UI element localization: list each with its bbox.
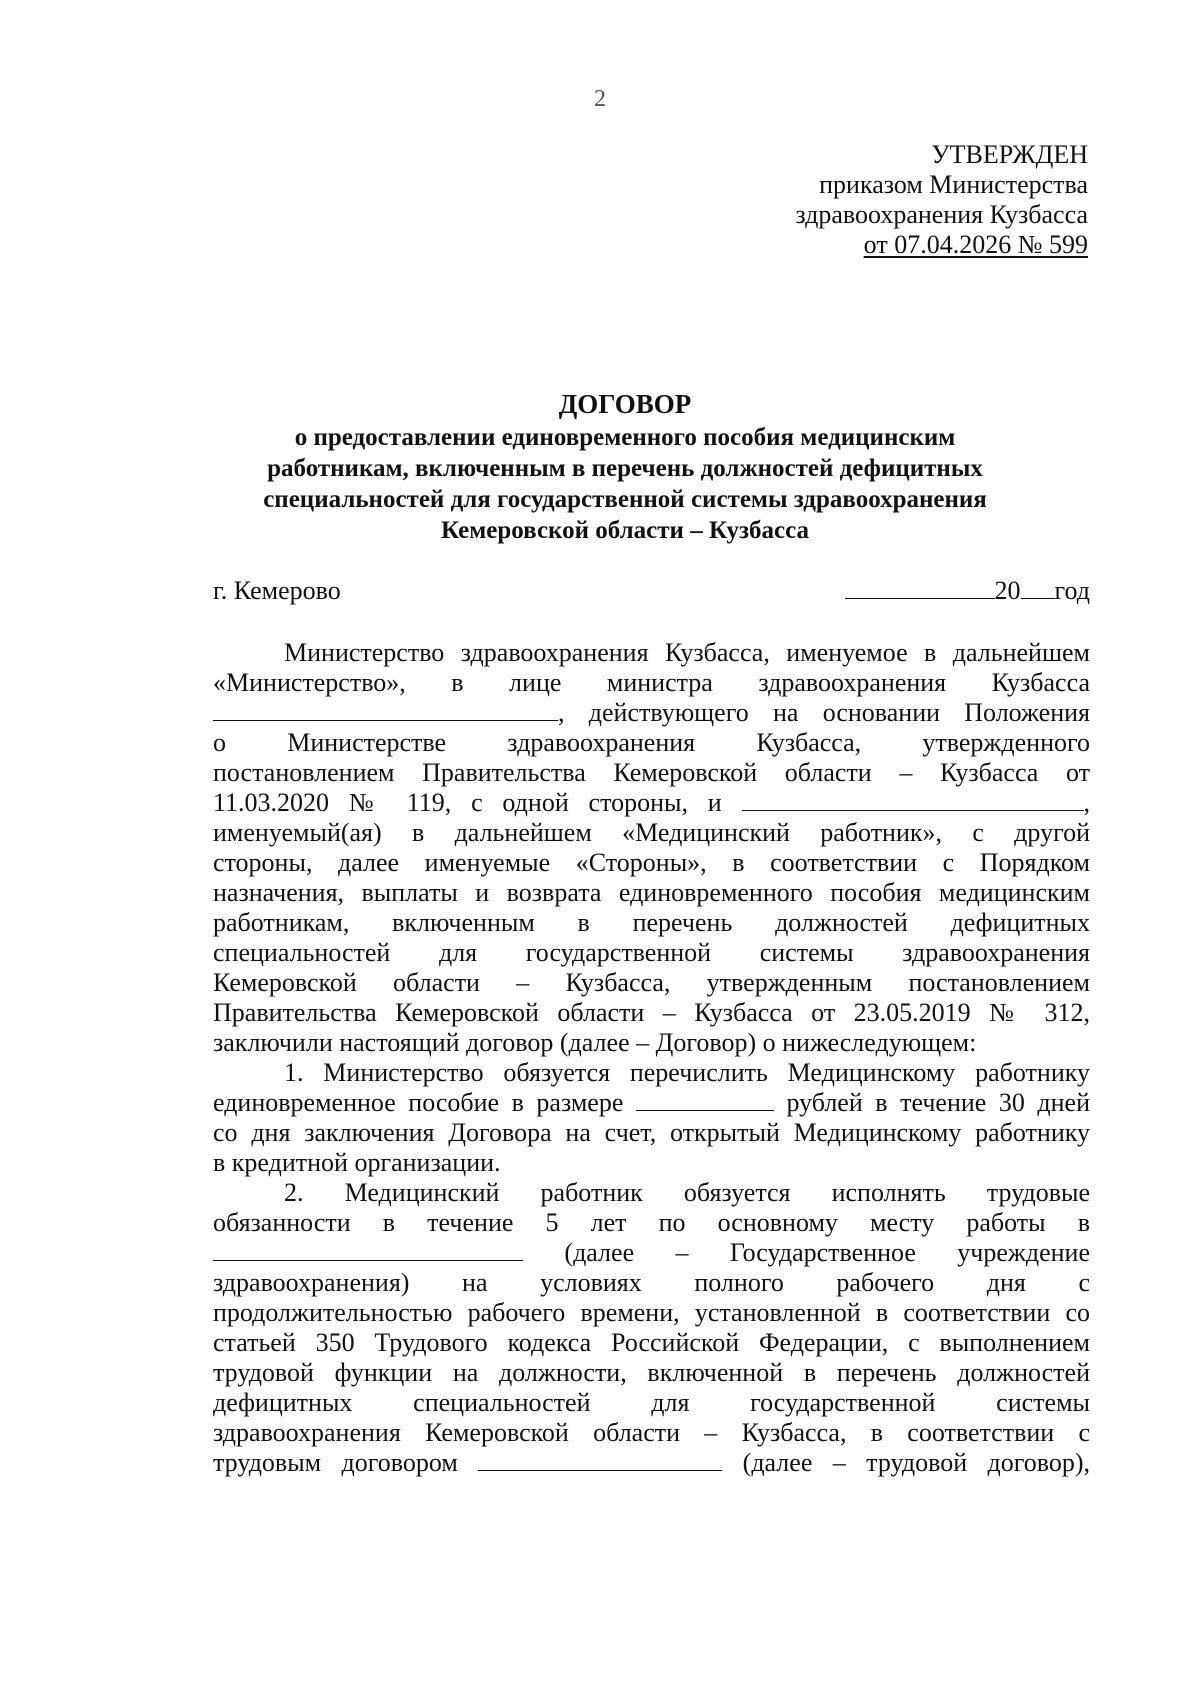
body-line: «Министерство», в лице министра здравоохранения Кузбасса (213, 668, 1090, 697)
date-year-suffix: год (1054, 576, 1090, 605)
title-main: ДОГОВОР (558, 389, 692, 419)
date-blank (845, 576, 995, 599)
institution-blank (213, 1238, 523, 1261)
body-line-text: единовременное пособие в размере (213, 1088, 624, 1117)
body-line: стороны, далее именуемые «Стороны», в соответствии с Порядком (213, 848, 1090, 877)
clause-2-line (213, 1448, 1090, 1478)
title-line: Кемеровской области – Кузбасса (440, 517, 810, 544)
clause-2-line: трудовой функции на должности, включенной в перечень должностей (213, 1358, 1090, 1387)
body-line-text: 11.03.2020 № 119, с одной стороны, и (213, 788, 722, 817)
clause-2-line: продолжительностью рабочего времени, установленной в соответствии со (213, 1298, 1090, 1327)
minister-name-blank (213, 698, 558, 721)
employment-contract-blank (478, 1448, 722, 1471)
title-line: о предоставлении единовременного пособия медицинским (294, 424, 956, 451)
clause-2-line: статьей 350 Трудового кодекса Российской Федерации, с выполнением (213, 1328, 1090, 1357)
clause-2-line: 2. Медицинский работник обязуется исполнять трудовые (284, 1178, 1090, 1207)
page-number: 2 (594, 86, 606, 112)
approval-order: приказом Министерства (819, 170, 1088, 199)
body-line-text: , действующего на основании Положения (558, 698, 1090, 727)
body-line: именуемый(ая) в дальнейшем «Медицинский работник», с другой (213, 818, 1090, 847)
title-line: работникам, включенным в перечень должностей дефицитных (267, 455, 983, 482)
body-line: заключили настоящий договор (далее – Договор) о нижеследующем: (213, 1028, 977, 1057)
approval-date-number: от 07.04.2026 № 599 (863, 230, 1088, 259)
body-line-text: (далее – Государственное учреждение (564, 1238, 1091, 1267)
body-line-text: , (1083, 788, 1090, 817)
body-line-text: рублей в течение 30 дней (786, 1088, 1090, 1117)
body-line: специальностей для государственной системы здравоохранения (213, 938, 1090, 967)
body-line (213, 788, 1090, 818)
worker-name-blank (742, 788, 1084, 811)
body-line: постановлением Правительства Кемеровской области – Кузбасса от (213, 758, 1090, 787)
clause-1-line: со дня заключения Договора на счет, открытый Медицинскому работнику (213, 1118, 1090, 1147)
place-date-row (213, 576, 1090, 606)
body-line: о Министерстве здравоохранения Кузбасса, утвержденного (213, 728, 1090, 757)
clause-2-line: здравоохранения Кемеровской области – Кузбасса, в соответствии с (213, 1418, 1090, 1447)
body-line: назначения, выплаты и возврата единовременного пособия медицинским (213, 878, 1090, 907)
approval-heading: УТВЕРЖДЕН (931, 140, 1088, 169)
body-line: Кемеровской области – Кузбасса, утвержденным постановлением (213, 968, 1090, 997)
date-field (845, 576, 1091, 606)
approval-ministry: здравоохранения Кузбасса (795, 200, 1088, 229)
body-line: работникам, включенным в перечень должностей дефицитных (213, 908, 1090, 937)
clause-2-line: обязанности в течение 5 лет по основному месту работы в (213, 1208, 1090, 1237)
body-line-text: (далее – трудовой договор), (742, 1448, 1091, 1477)
document-title (150, 388, 1100, 546)
contract-body (213, 638, 1090, 1478)
amount-blank (636, 1088, 774, 1111)
clause-1-line: в кредитной организации. (213, 1148, 501, 1177)
body-line: Правительства Кемеровской области – Кузбасса от 23.05.2019 № 312, (213, 998, 1090, 1027)
clause-2-line: дефицитных специальностей для государственной системы (213, 1388, 1090, 1417)
body-line (213, 698, 1090, 728)
date-year-prefix: 20 (994, 576, 1021, 605)
approval-stamp (795, 140, 1088, 260)
clause-1-line: 1. Министерство обязуется перечислить Медицинскому работнику (284, 1058, 1090, 1087)
clause-1-line (213, 1088, 1090, 1118)
year-blank (1021, 576, 1055, 599)
place: г. Кемерово (213, 576, 341, 605)
clause-2-line: здравоохранения) на условиях полного рабочего дня с (213, 1268, 1090, 1297)
body-line: Министерство здравоохранения Кузбасса, именуемое в дальнейшем (284, 638, 1090, 667)
clause-2-line (213, 1238, 1090, 1268)
title-line: специальностей для государственной системы здравоохранения (263, 486, 987, 513)
body-line-text: трудовым договором (213, 1448, 458, 1477)
